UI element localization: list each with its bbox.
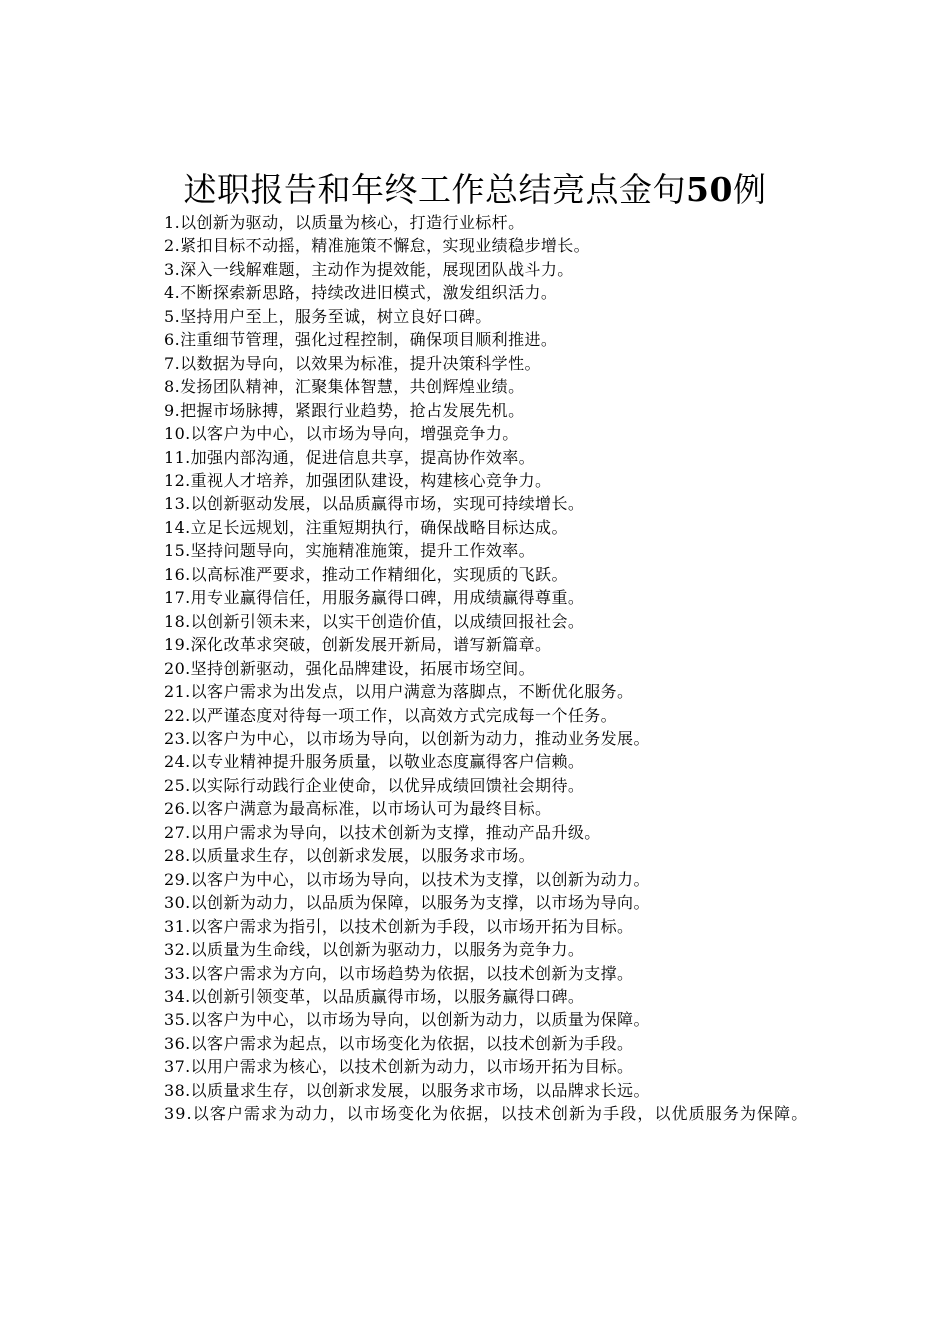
list-item: 30.以创新为动力，以品质为保障，以服务为支撑，以市场为导向。 [164,893,650,913]
list-item: 18.以创新引领未来，以实干创造价值，以成绩回报社会。 [164,611,585,631]
list-item: 25.以实际行动践行企业使命，以优异成绩回馈社会期待。 [164,775,585,795]
list-item: 29.以客户为中心，以市场为导向，以技术为支撑，以创新为动力。 [164,869,650,889]
list-item: 16.以高标准严要求，推动工作精细化，实现质的飞跃。 [164,564,568,584]
list-item: 33.以客户需求为方向，以市场趋势为依据，以技术创新为支撑。 [164,963,634,983]
list-item: 11.加强内部沟通，促进信息共享，提高协作效率。 [164,447,536,467]
document-title [0,166,950,214]
list-item: 20.坚持创新驱动，强化品牌建设，拓展市场空间。 [164,658,536,678]
list-item: 24.以专业精神提升服务质量，以敬业态度赢得客户信赖。 [164,752,585,772]
list-item: 23.以客户为中心，以市场为导向，以创新为动力，推动业务发展。 [164,728,650,748]
list-item: 2.紧扣目标不动摇，精准施策不懈怠，实现业绩稳步增长。 [164,236,591,256]
list-item: 37.以用户需求为核心，以技术创新为动力，以市场开拓为目标。 [164,1057,634,1077]
list-item: 39.以客户需求为动力，以市场变化为依据，以技术创新为手段，以优质服务为保障。 [164,1104,809,1124]
list-item: 15.坚持问题导向，实施精准施策，提升工作效率。 [164,541,536,561]
title-suffix: 例 [732,170,767,209]
list-item: 34.以创新引领变革，以品质赢得市场，以服务赢得口碑。 [164,986,585,1006]
list-item: 31.以客户需求为指引，以技术创新为手段，以市场开拓为目标。 [164,916,634,936]
list-item: 36.以客户需求为起点，以市场变化为依据，以技术创新为手段。 [164,1033,634,1053]
list-item: 21.以客户需求为出发点，以用户满意为落脚点，不断优化服务。 [164,682,634,702]
list-item: 4.不断探索新思路，持续改进旧模式，激发组织活力。 [164,283,558,303]
list-item: 3.深入一线解难题，主动作为提效能，展现团队战斗力。 [164,259,574,279]
list-item: 1.以创新为驱动，以质量为核心，打造行业标杆。 [164,213,525,232]
list-item: 27.以用户需求为导向，以技术创新为支撑，推动产品升级。 [164,822,601,842]
list-item: 8.发扬团队精神，汇聚集体智慧，共创辉煌业绩。 [164,377,525,397]
list-item: 32.以质量为生命线，以创新为驱动力，以服务为竞争力。 [164,940,585,960]
list-item: 12.重视人才培养，加强团队建设，构建核心竞争力。 [164,470,552,490]
list-item: 7.以数据为导向，以效果为标准，提升决策科学性。 [164,353,541,373]
list-item: 19.深化改革求突破，创新发展开新局，谱写新篇章。 [164,635,552,655]
list-item: 6.注重细节管理，强化过程控制，确保项目顺利推进。 [164,330,558,350]
list-item: 5.坚持用户至上，服务至诚，树立良好口碑。 [164,306,492,326]
list-item: 13.以创新驱动发展，以品质赢得市场，实现可持续增长。 [164,494,585,514]
list-item: 26.以客户满意为最高标准，以市场认可为最终目标。 [164,799,552,819]
list-item: 9.把握市场脉搏，紧跟行业趋势，抢占发展先机。 [164,400,525,420]
list-item: 14.立足长远规划，注重短期执行，确保战略目标达成。 [164,517,568,537]
list-item: 38.以质量求生存，以创新求发展，以服务求市场，以品牌求长远。 [164,1080,650,1100]
title-number: 50 [686,170,733,209]
list-item: 17.用专业赢得信任，用服务赢得口碑，用成绩赢得尊重。 [164,588,585,608]
list-item: 10.以客户为中心，以市场为导向，增强竞争力。 [164,424,519,444]
list-item: 35.以客户为中心，以市场为导向，以创新为动力，以质量为保障。 [164,1010,650,1030]
quote-list [128,211,838,1126]
title-text: 述职报告和年终工作总结亮点金句 [183,170,687,209]
list-item: 28.以质量求生存，以创新求发展，以服务求市场。 [164,846,536,866]
list-item: 22.以严谨态度对待每一项工作，以高效方式完成每一个任务。 [164,705,618,725]
